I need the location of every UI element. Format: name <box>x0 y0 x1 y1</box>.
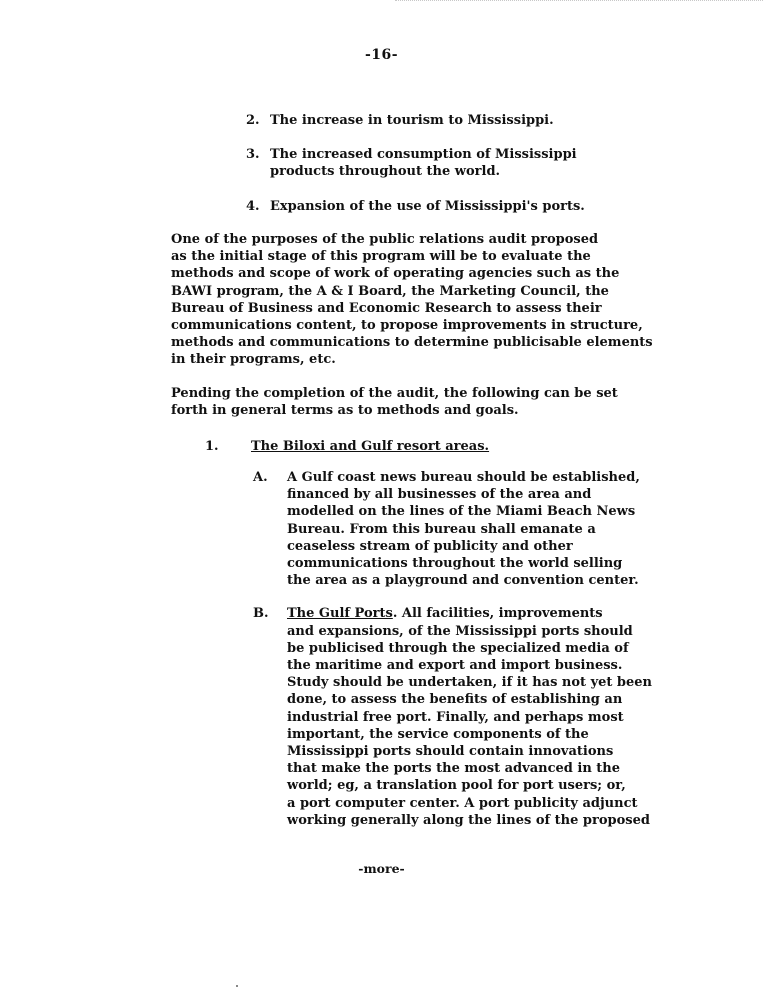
subitem-line: financed by all businesses of the area and <box>287 487 592 503</box>
subitem-line: that make the ports the most advanced in the <box>287 761 621 777</box>
list-item-text: Expansion of the use of Mississippi's ports. <box>270 199 585 214</box>
subitem-line: Bureau. From this bureau shall emanate a <box>287 521 596 537</box>
subitem-line: working generally along the lines of the proposed <box>287 812 650 828</box>
subitem-line: modelled on the lines of the Miami Beach News <box>287 504 636 520</box>
list-item-number: 4. <box>246 199 260 214</box>
subitem-letter: A. <box>253 470 268 485</box>
paragraph-line: One of the purposes of the public relations audit proposed <box>171 232 599 247</box>
paragraph-line: Bureau of Business and Economic Research to assess their <box>171 300 602 316</box>
paragraph-line: BAWI program, the A & I Board, the Marketing Council, the <box>171 283 609 299</box>
subitem-first-line <box>287 605 603 622</box>
subitem-line: industrial free port. Finally, and perhaps most <box>287 709 624 725</box>
paragraph-line: methods and communications to determine publicisable elements <box>171 335 653 351</box>
list-item-number: 3. <box>246 147 260 162</box>
subitem-line: a port computer center. A port publicity adjunct <box>287 795 638 811</box>
paragraph-line: as the initial stage of this program will be to evaluate the <box>171 249 591 265</box>
subitem-line: A Gulf coast news bureau should be established, <box>287 470 640 485</box>
list-item-text: products throughout the world. <box>270 164 501 179</box>
list-item-text: The increase in tourism to Mississippi. <box>270 113 554 128</box>
paragraph-line: forth in general terms as to methods and goals. <box>171 403 519 419</box>
paragraph-line: in their programs, etc. <box>171 352 336 368</box>
subitem-line: and expansions, of the Mississippi ports should <box>287 623 633 639</box>
subitem-line: communications throughout the world selling <box>287 556 623 571</box>
subitem-line: Study should be undertaken, if it has not yet been <box>287 675 653 691</box>
paragraph-line: Pending the completion of the audit, the following can be set <box>171 386 618 401</box>
subitem-line: the area as a playground and convention center. <box>287 573 639 589</box>
list-item-text: The increased consumption of Mississippi <box>270 147 577 162</box>
paragraph-line: methods and scope of work of operating agencies such as the <box>171 266 620 282</box>
subitem-line: done, to assess the benefits of establishing an <box>287 692 623 708</box>
section-heading: The Biloxi and Gulf resort areas. <box>251 439 490 454</box>
list-item-number: 2. <box>246 113 260 128</box>
scan-speck <box>236 985 238 987</box>
subitem-line: world; eg, a translation pool for port users; or, <box>287 778 626 794</box>
subitem-heading: The Gulf Ports <box>287 606 393 621</box>
subitem-line: Mississippi ports should contain innovations <box>287 743 614 759</box>
subitem-line: important, the service components of the <box>287 726 589 742</box>
subitem-line: the maritime and export and import business. <box>287 657 623 673</box>
page-number: -16- <box>364 47 399 63</box>
subitem-heading-rest: . All facilities, improvements <box>392 606 603 621</box>
subitem-letter: B. <box>253 606 269 621</box>
top-border <box>395 0 763 1</box>
subitem-line: ceaseless stream of publicity and other <box>287 538 573 554</box>
subitem-line: be publicised through the specialized media of <box>287 640 629 656</box>
footer-more: -more- <box>358 861 405 876</box>
section-number: 1. <box>205 439 219 454</box>
paragraph-line: communications content, to propose improvements in structure, <box>171 318 643 333</box>
